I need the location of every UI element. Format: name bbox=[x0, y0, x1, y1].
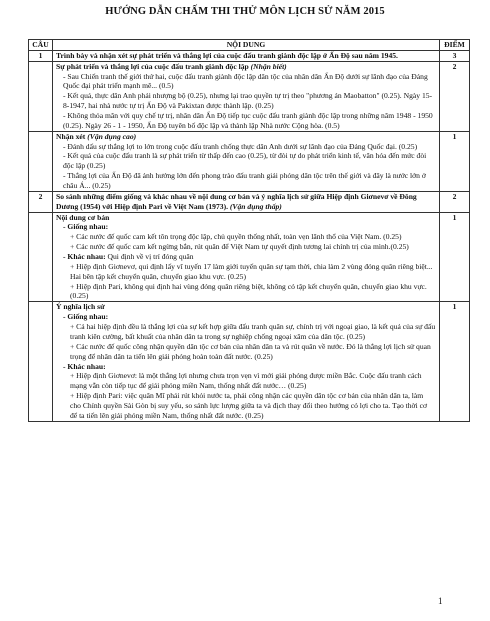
section-points: 1 bbox=[440, 302, 470, 421]
section-points: 1 bbox=[440, 212, 470, 302]
answer-line: + Hiệp định Pari, không qui định hai vùng đóng quân riêng biệt, không có tập kết chuyển quân, chuyển giao khu vực. (0.25) bbox=[70, 281, 427, 301]
answer-cell bbox=[53, 212, 440, 302]
section-heading: Nhận xét bbox=[56, 131, 88, 141]
answer-line: + Các nước đế quốc công nhận quyền dân tộc cơ bản của nhân dân ta và rút quân về nước. Đó là thắng lợi lịch sử quan trọng để nhân dân ta tiến lên giải phóng hoàn toàn đất nước. (0.25) bbox=[70, 341, 431, 361]
question-number: 2 bbox=[29, 191, 53, 212]
section-heading: Sự phát triển và thắng lợi của cuộc đấu tranh giành độc lập bbox=[56, 61, 251, 71]
header-question: CÂU bbox=[29, 40, 53, 51]
table-row bbox=[29, 131, 470, 191]
answer-line: - Sau Chiến tranh thế giới thứ hai, cuộc đấu tranh giành độc lập dân tộc của nhân dân Ấn Độ dưới sự lãnh đạo của Đảng Quốc đại phát triển mạnh mẽ... (0.5) bbox=[63, 71, 428, 91]
document-title: HƯỚNG DẪN CHẤM THI THỬ MÔN LỊCH SỬ NĂM 2015 bbox=[105, 6, 385, 17]
answer-line: + Các nước đế quốc cam kết ngừng bắn, rút quân để Việt Nam tự quyết định tương lai chính trị của mình.(0.25) bbox=[70, 242, 409, 252]
answer-line: - Kết quả của cuộc đấu tranh là sự phát triển từ thấp đến cao (0.25), từ đòi tự do phát triển kinh tế, văn hóa đến mức đòi độc lập (0.25) bbox=[63, 151, 427, 171]
grading-table bbox=[28, 39, 470, 422]
subsection-heading: - Giống nhau: bbox=[63, 222, 109, 232]
subsection-text: Qui định về vị trí đóng quân bbox=[107, 252, 194, 262]
table-header-row bbox=[29, 40, 470, 51]
answer-line: - Kết quả, thực dân Anh phải nhượng bộ (0.25), nhưng lại trao quyền tự trị theo "phương án Maobatton" (0.25). Ngày 15- 8-1947, hai nhà nước tự trị Ấn Độ và Pakixtan được thành lập. (0.25) bbox=[63, 91, 433, 111]
section-heading: Nội dung cơ bản bbox=[56, 212, 110, 222]
answer-line: + Hiệp định Giơnevơ, qui định lấy vĩ tuyến 17 làm giới tuyến quân sự tạm thời, chia làm 2 vùng đóng quân riêng biệt... Hai bên tập kết chuyển quân, chuyển giao khu vực. (0.25) bbox=[70, 261, 433, 281]
table-row bbox=[29, 302, 470, 421]
header-content: NỘI DUNG bbox=[53, 40, 440, 51]
table-row bbox=[29, 191, 470, 212]
question-text: Trình bày và nhận xét sự phát triển và thắng lợi của cuộc đấu tranh giành độc lập ở Ấn Độ sau năm 1945. bbox=[53, 50, 440, 61]
section-heading: Ý nghĩa lịch sử bbox=[56, 302, 105, 312]
question-tag: (Vận dụng thấp) bbox=[229, 201, 282, 211]
section-points: 1 bbox=[440, 131, 470, 191]
answer-line: - Không thỏa mãn với quy chế tự trị, nhân dân Ấn Độ tiếp tục cuộc đấu tranh giành độc lập trong những năm 1948 - 1950 (0.25). Ngày 26 - 1 - 1950, Ấn Độ tuyên bố độc lập và thành lập Nhà nước Cộng hòa. (0.5) bbox=[63, 111, 433, 130]
answer-line: - Thắng lợi của Ấn Độ đã ảnh hưởng lớn đến phong trào đấu tranh giải phóng dân tộc trên thế giới và đây là nước lớn ở châu Á... (0.25) bbox=[63, 171, 426, 191]
table-row bbox=[29, 61, 470, 131]
answer-line: - Đánh dấu sự thắng lợi to lớn trong cuộc đấu tranh chống thực dân Anh dưới sự lãnh đạo của Đảng Quốc đại. (0.25) bbox=[63, 141, 418, 151]
subsection-heading: - Khác nhau: bbox=[63, 252, 108, 262]
question-points: 2 bbox=[440, 191, 470, 212]
page-number: 1 bbox=[438, 596, 443, 606]
subsection-heading: - Khác nhau: bbox=[63, 361, 106, 371]
answer-cell bbox=[53, 131, 440, 191]
section-tag: (Vận dụng cao) bbox=[87, 131, 137, 141]
answer-line: + Các nước đế quốc cam kết tôn trọng độc lập, chủ quyền thống nhất, toàn vẹn lãnh thổ của Việt Nam. (0.25) bbox=[70, 232, 402, 242]
answer-line: + Hiệp định Giơnevơ: là một thắng lợi nhưng chưa trọn vẹn vì mới giải phóng được miền Bắc. Cuộc đấu tranh cách mạng vẫn còn tiếp tục để giải phóng miền Nam, thống nhất đất nước… (0.25) bbox=[70, 371, 422, 391]
header-points: ĐIỂM bbox=[440, 40, 470, 51]
question-text: So sánh những điểm giống và khác nhau về nội dung cơ bản và ý nghĩa lịch sử giữa Hiệp định Giơnevơ về Đông Dương (1954) với Hiệp định Pari về Việt Nam (1973). bbox=[56, 191, 417, 211]
answer-line: + Hiệp định Pari: việc quân Mĩ phải rút khỏi nước ta, phải công nhận các quyền dân tộc cơ bản của nhân dân ta, làm cho Chính quyền Sài Gòn bị suy yếu, so sánh lực lượng giữa ta và địch thay đổi theo hướng có lợi cho ta. Tạo thời cơ để ta tiến lên giải phóng miền Nam, thống nhất đất nước. (0.25) bbox=[70, 391, 427, 420]
question-number: 1 bbox=[29, 50, 53, 61]
question-points: 3 bbox=[440, 50, 470, 61]
table-row bbox=[29, 212, 470, 302]
answer-cell bbox=[53, 302, 440, 421]
section-tag: (Nhận biết) bbox=[250, 61, 287, 71]
table-row bbox=[29, 50, 470, 61]
section-points: 2 bbox=[440, 61, 470, 131]
answer-line: + Cả hai hiệp định đều là thắng lợi của sự kết hợp giữa đấu tranh quân sự, chính trị với ngoại giao, là kết quả của sự đấu tranh kiên cường, bất khuất của nhân dân ta trong sự nghiệp chống ngoại xâm của dân tộc. (0.25) bbox=[70, 322, 436, 341]
subsection-heading: - Giống nhau: bbox=[63, 312, 109, 322]
answer-cell bbox=[53, 61, 440, 131]
